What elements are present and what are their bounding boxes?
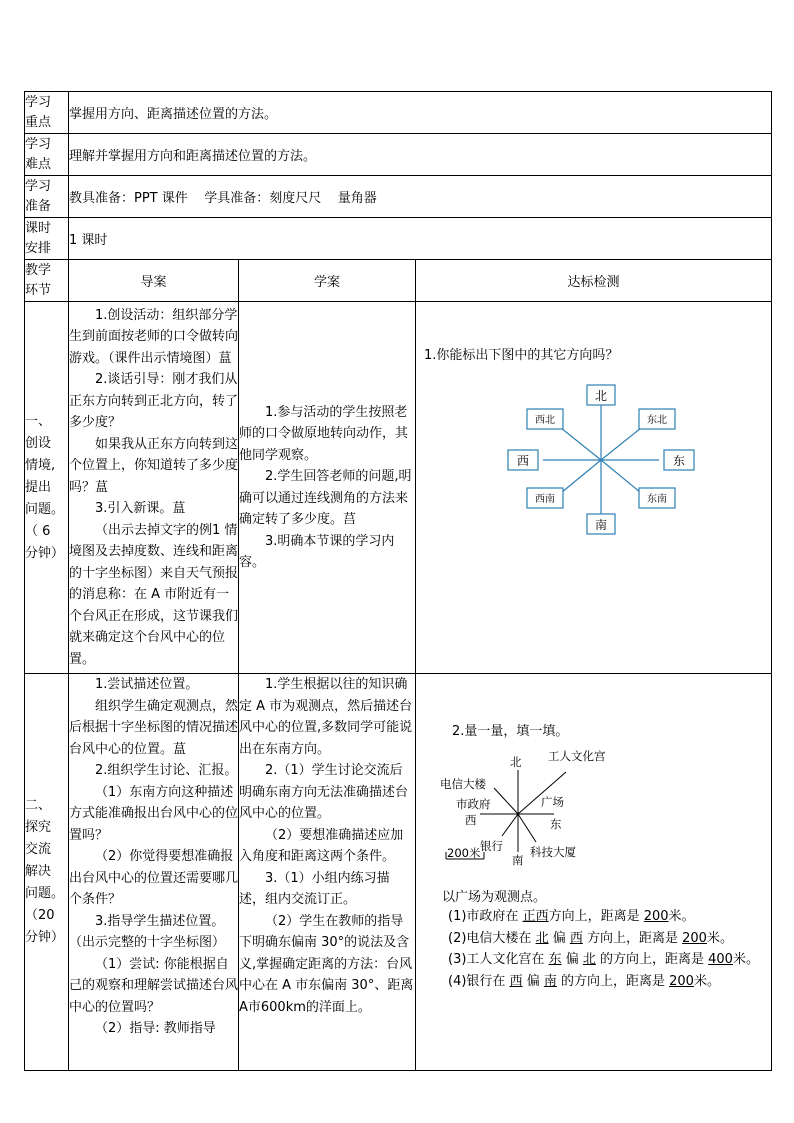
section-2-label: 二、 探究 交流 解决 问题。 （20 分钟） [25, 674, 69, 1071]
section-2-study: 1.学生根据以往的知识确定 A 市为观测点，然后描述台风中心的位置,多数同学可能说出在东南方向。 2.（1）学生讨论交流后明确东南方向无法准确描述台风中心的位置。 （2）要想准确描述应加入角度和距离这两个条件。 3.（1）小组内练习描述，组内交流订正。 （2）学生在教师的指导下明确东偏南 30°的说法及含义,掌握确定距离的方法：台风中心在 A 市东偏南 30°、距离A市600km的洋面上。 [239, 674, 416, 1071]
map-north: 北 [510, 755, 522, 769]
map-telecom: 电信大楼 [440, 777, 486, 791]
label-stage: 教学 环节 [25, 260, 69, 302]
compass-s: 南 [594, 518, 608, 532]
row-prep [25, 176, 772, 218]
section-1-guide: 1.创设活动：组织部分学生到前面按老师的口令做转向游戏。（课件出示情境图）蒀 2.谈话引导：刚才我们从正东方向转到正北方向，转了多少度？ 如果我从正东方向转到这个位置上，你知道转了多少度吗？蒀 3.引入新课。蒀 （出示去掉文字的例1 情境图及去掉度数、连线和距离的十字坐标图）来自天气预报的消息称：在 A 市附近有一个台风正在形成，这节课我们就来确定这个台风中心的位置。 [69, 302, 239, 674]
compass-sw: 西南 [535, 494, 555, 505]
compass-n: 北 [594, 389, 608, 403]
observe-note: 以广场为观测点。 [442, 890, 547, 905]
section-1-check [416, 302, 772, 674]
answer-4: (4)银行在 西 偏 南 的方向上，距离是 200米。 [448, 973, 720, 989]
compass-ne: 东北 [647, 415, 667, 426]
header-check: 达标检测 [416, 260, 772, 302]
header-study: 学案 [239, 260, 416, 302]
content-time: 1 课时 [69, 218, 772, 260]
label-prep: 学习 准备 [25, 176, 69, 218]
answers-list [448, 906, 759, 992]
header-guide: 导案 [69, 260, 239, 302]
section-1-study: 1.参与活动的学生按照老师的口令做原地转向动作，其他同学观察。 2.学生回答老师的问题,明确可以通过连线测角的方法来确定转了多少度。莒 3.明确本节课的学习内容。 [239, 302, 416, 674]
section-2-check [416, 674, 772, 1071]
row-time [25, 218, 772, 260]
content-difficulty: 理解并掌握用方向和距离描述位置的方法。 [69, 134, 772, 176]
label-focus: 学习 重点 [25, 92, 69, 134]
header-row [25, 260, 772, 302]
map-bank: 银行 [480, 839, 503, 853]
compass-se: 东南 [647, 494, 667, 505]
map-south: 南 [512, 853, 524, 867]
map-east: 东 [550, 817, 562, 831]
answer-2: (2)电信大楼在 北 偏 西 方向上，距离是 200米。 [448, 930, 733, 946]
map-tech: 科技大厦 [530, 845, 576, 859]
map-govt: 市政府 [456, 797, 491, 811]
compass-e: 东 [672, 454, 686, 468]
section-2-row [25, 674, 772, 1071]
lesson-plan-table [24, 91, 772, 1071]
map-west: 西 [465, 813, 477, 827]
row-focus [25, 92, 772, 134]
question-1: 1.你能标出下图中的其它方向吗？ [424, 348, 619, 363]
content-prep: 教具准备：PPT 课件 学具准备：刻度尺尺 量角器 [69, 176, 772, 218]
map-square: 广场 [541, 795, 564, 809]
map-palace: 工人文化宫 [548, 749, 606, 763]
section-1-row [25, 302, 772, 674]
label-difficulty: 学习 难点 [25, 134, 69, 176]
section-2-guide: 1.尝试描述位置。 组织学生确定观测点，然后根据十字坐标图的情况描述台风中心的位置。蒀 2.组织学生讨论、汇报。 （1）东南方向这种描述方式能准确报出台风中心的位置吗？ （2）你觉得要想准确报出台风中心的位置还需要哪几个条件？ 3.指导学生描述位置。（出示完整的十字坐标图） （1）尝试: 你能根据自己的观察和理解尝试描述台风中心的位置吗？ （2）指导: 教师指导 [69, 674, 239, 1071]
content-focus: 掌握用方向、距离描述位置的方法。 [69, 92, 772, 134]
compass-diagram [501, 382, 701, 542]
map-scale: 200米 [447, 846, 481, 860]
compass-w: 西 [516, 454, 530, 468]
row-difficulty [25, 134, 772, 176]
section-1-label: 一、 创设 情境, 提出 问题。 （ 6 分钟） [25, 302, 69, 674]
compass-nw: 西北 [535, 415, 555, 426]
map-diagram [440, 746, 676, 876]
answer-1: (1)市政府在 正西方向上，距离是 200米。 [448, 909, 695, 924]
answer-3: (3)工人文化宫在 东 偏 北 的方向上，距离是 400米。 [448, 952, 759, 967]
label-time: 课时 安排 [25, 218, 69, 260]
question-2: 2.量一量，填一填。 [452, 724, 569, 739]
